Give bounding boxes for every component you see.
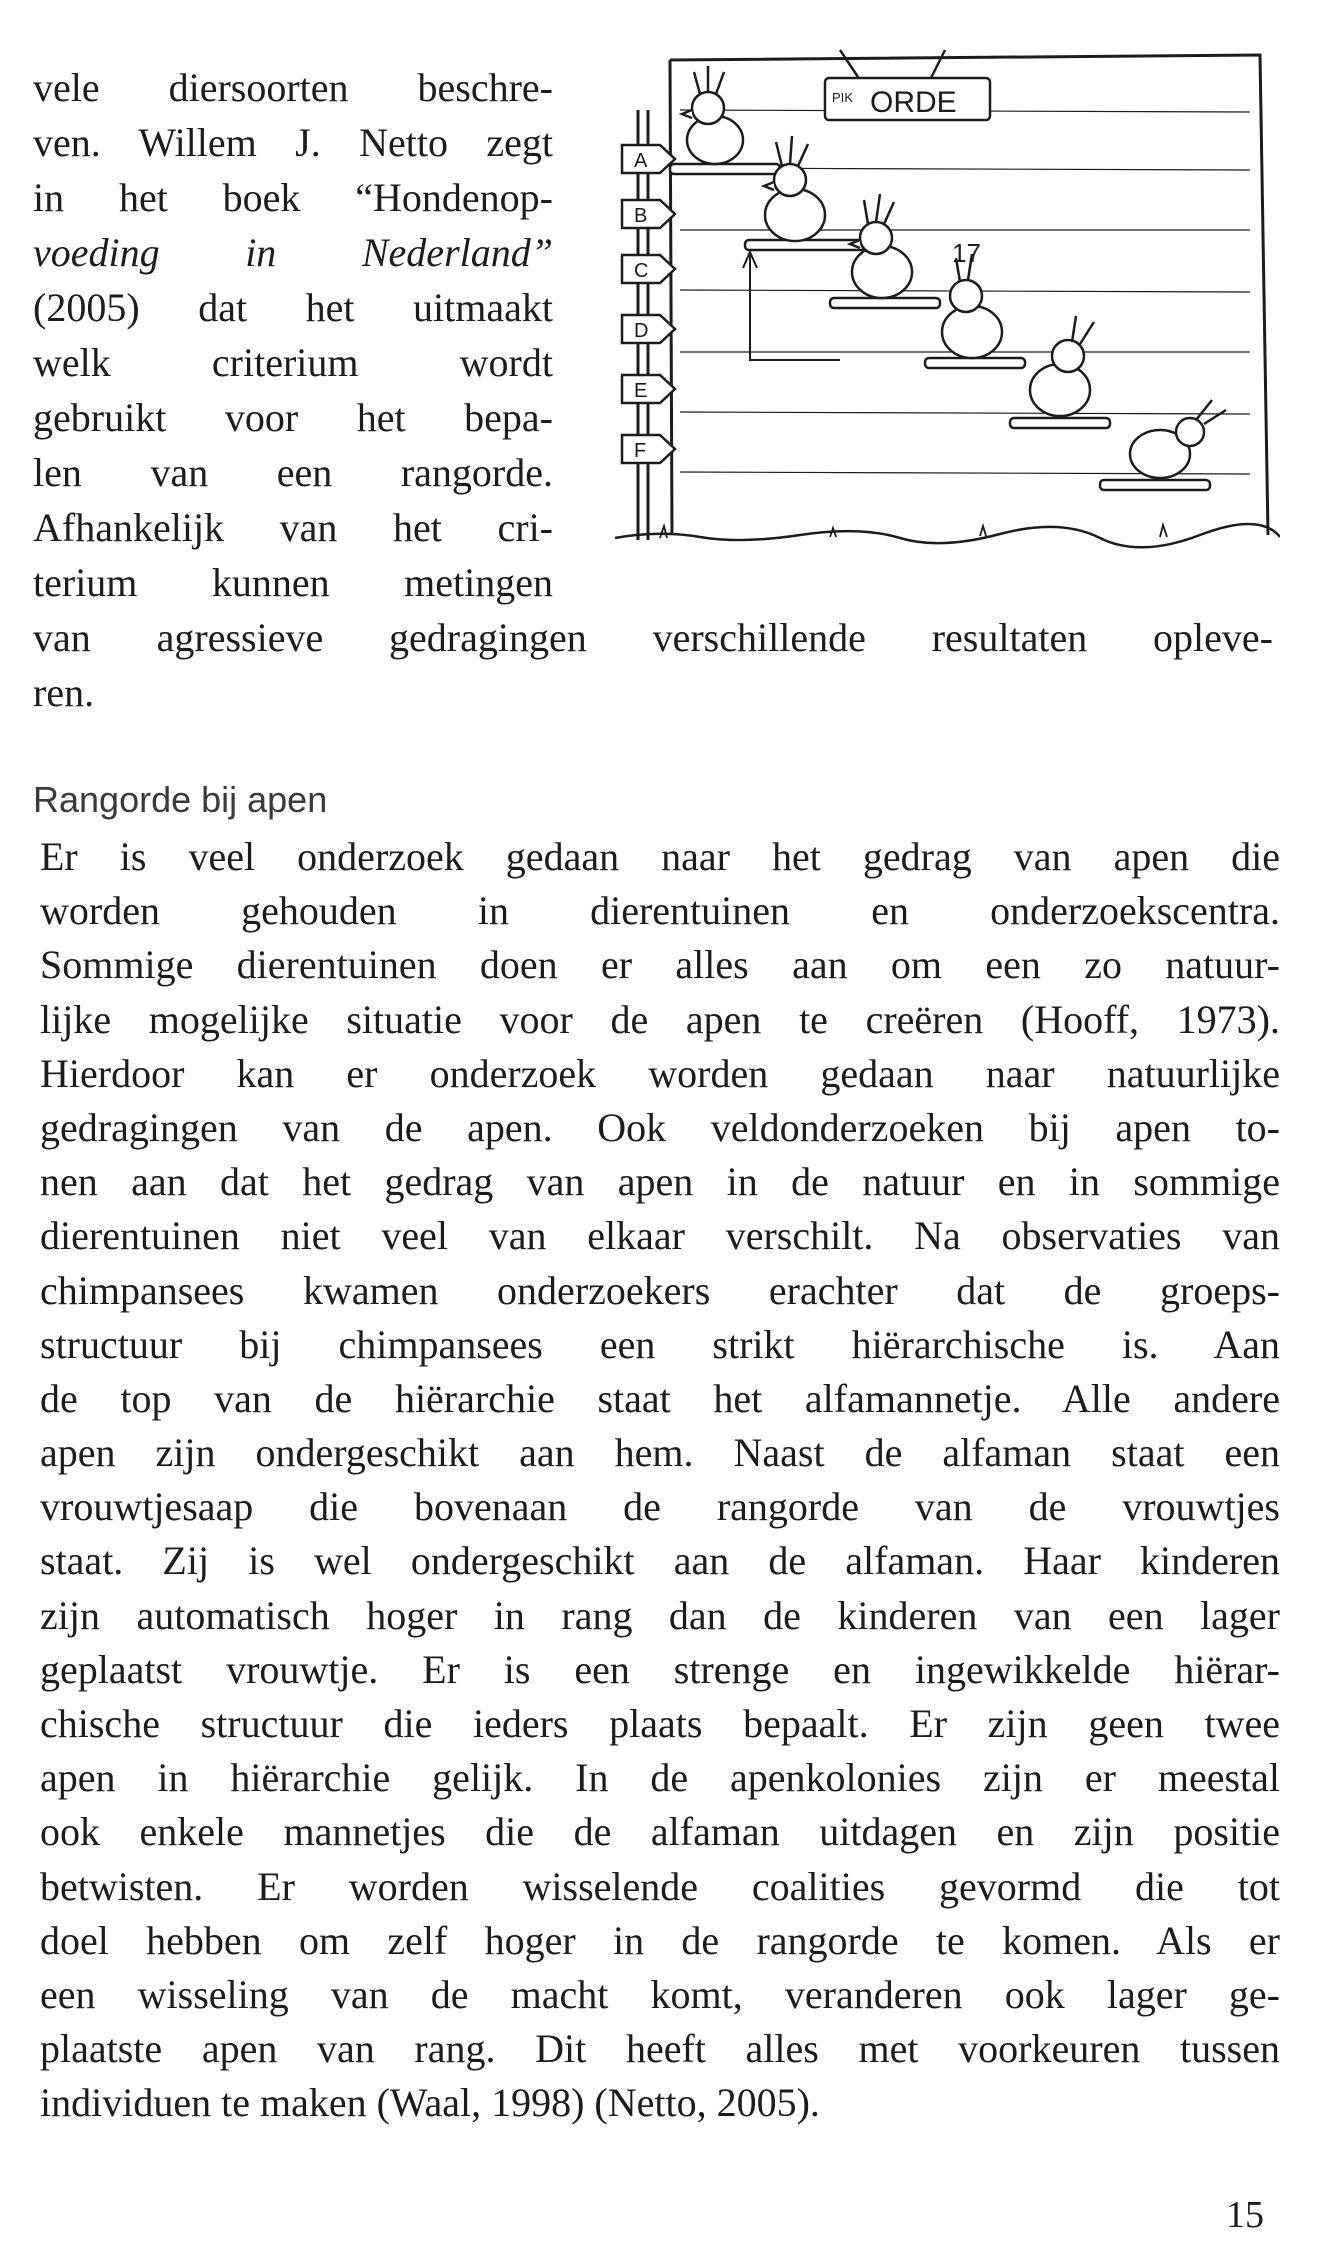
ladder-sign-b <box>622 200 675 228</box>
ladder-sign-e <box>622 375 675 403</box>
text-line: gebruikt voor het bepa- <box>33 395 553 440</box>
body-paragraph <box>40 830 1280 2131</box>
text-line: chische structuur die ieders plaats bepaalt. Er zijn geen twee <box>40 1701 1280 1746</box>
text-line: individuen te maken (Waal, 1998) (Netto, 2005). <box>40 2080 820 2126</box>
intro-paragraph <box>33 60 553 610</box>
chickens <box>682 66 1226 478</box>
chicken-d <box>942 238 1002 358</box>
text-line: apen zijn ondergeschikt aan hem. Naast de alfaman staat een <box>40 1430 1280 1476</box>
text-line: voeding in Nederland” <box>33 230 553 275</box>
text-line: de top van de hiërarchie staat het alfamannetje. Alle andere <box>40 1375 1280 1421</box>
ladder-sign-a <box>622 145 675 173</box>
text-line: zijn automatisch hoger in rang dan de kinderen van een lager <box>40 1592 1280 1638</box>
page-number: 15 <box>1226 2194 1264 2236</box>
text-line: staat. Zij is wel ondergeschikt aan de alfaman. Haar kinderen <box>40 1538 1280 1584</box>
text-line: chimpansees kwamen onderzoekers erachter dat de groeps- <box>40 1267 1280 1313</box>
text-line: een wisseling van de macht komt, veranderen ook lager ge- <box>40 1971 1280 2017</box>
text-line: nen aan dat het gedrag van apen in de natuur en in sommige <box>40 1159 1280 1205</box>
chicken-b <box>764 136 825 241</box>
pecking-order-cartoon <box>600 40 1280 560</box>
text-line: terium kunnen metingen <box>33 560 553 605</box>
svg-text:D: D <box>634 320 649 342</box>
text-line: lijke mogelijke situatie voor de apen te creëren (Hooff, 1973). <box>40 996 1280 1042</box>
svg-text:C: C <box>634 260 649 282</box>
text-line: betwisten. Er worden wisselende coalities gevormd die tot <box>40 1863 1280 1909</box>
ladder-sign-c <box>622 255 675 283</box>
svg-text:ORDE: ORDE <box>870 86 957 119</box>
svg-text:F: F <box>634 440 647 462</box>
text-line: Er is veel onderzoek gedaan naar het gedrag van apen die <box>40 834 1280 879</box>
text-line: gedragingen van de apen. Ook veldonderzoeken bij apen to- <box>40 1104 1280 1150</box>
text-line: ven. Willem J. Netto zegt <box>33 120 553 165</box>
chicken-c <box>850 194 912 298</box>
svg-text:A: A <box>634 150 648 172</box>
intro-paragraph-continued <box>33 610 1273 720</box>
text-line: ook enkele mannetjes die de alfaman uitdagen en zijn positie <box>40 1809 1280 1855</box>
section-heading: Rangorde bij apen <box>33 779 328 820</box>
ladder-sign-d <box>622 315 675 343</box>
text-line: worden gehouden in dierentuinen en onderzoekscentra. <box>40 888 1280 934</box>
text-line: structuur bij chimpansees een strikt hiërarchische is. Aan <box>40 1321 1280 1367</box>
text-line: dierentuinen niet veel van elkaar verschilt. Na observaties van <box>40 1213 1280 1259</box>
text-line: len van een rangorde. <box>33 450 553 495</box>
text-line: apen in hiërarchie gelijk. In de apenkolonies zijn er meestal <box>40 1755 1280 1801</box>
chicken-a <box>682 66 743 164</box>
text-line: vrouwtjesaap die bovenaan de rangorde van de vrouwtjes <box>40 1484 1280 1530</box>
text-line: plaatste apen van rang. Dit heeft alles met voorkeuren tussen <box>40 2026 1280 2072</box>
svg-text:E: E <box>634 380 648 402</box>
text-line: doel hebben om zelf hoger in de rangorde te komen. Als er <box>40 1917 1280 1963</box>
svg-text:B: B <box>634 205 648 227</box>
chicken-f <box>1130 400 1226 478</box>
text-line: Sommige dierentuinen doen er alles aan om een zo natuur- <box>40 942 1280 988</box>
pikorde-sign <box>825 50 990 120</box>
text-line: welk criterium wordt <box>33 340 553 385</box>
svg-text:17: 17 <box>952 238 981 268</box>
chicken-e <box>1030 316 1094 416</box>
ladder-sign-f <box>622 435 675 463</box>
text-line: Afhankelijk van het cri- <box>33 505 553 550</box>
svg-text:PIK: PIK <box>832 90 853 105</box>
text-line: vele diersoorten beschre- <box>33 65 553 110</box>
text-line: (2005) dat het uitmaakt <box>33 285 553 330</box>
text-line: van agressieve gedragingen verschillende resultaten opleve- <box>33 615 1273 660</box>
text-line: ren. <box>33 670 95 715</box>
text-line: Hierdoor kan er onderzoek worden gedaan naar natuurlijke <box>40 1050 1280 1096</box>
text-line: geplaatst vrouwtje. Er is een strenge en ingewikkelde hiërar- <box>40 1646 1280 1692</box>
text-line: in het boek “Hondenop- <box>33 175 553 220</box>
